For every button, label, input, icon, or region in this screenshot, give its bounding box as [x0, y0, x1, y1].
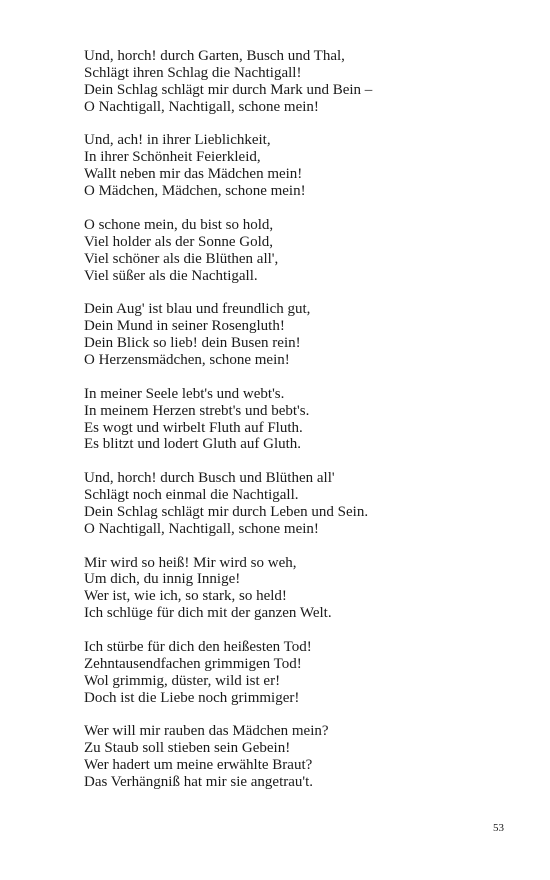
poem-line: Zu Staub soll stieben sein Gebein! — [84, 740, 291, 757]
poem-line: In meinem Herzen strebt's und bebt's. — [84, 402, 310, 419]
poem-line: Viel holder als der Sonne Gold, — [84, 233, 274, 250]
poem-line: Und, horch! durch Garten, Busch und Thal, — [84, 48, 345, 64]
poem-line: O Nachtigall, Nachtigall, schone mein! — [84, 520, 319, 537]
poem-line: Ich stürbe für dich den heißesten Tod! — [84, 638, 312, 655]
poem-line: Wer will mir rauben das Mädchen mein? — [84, 723, 329, 740]
stanza — [84, 386, 484, 454]
poem-line: Schlägt noch einmal die Nachtigall. — [84, 487, 299, 504]
poem-line: Wer hadert um meine erwählte Braut? — [84, 757, 313, 774]
poem-line: O Herzensmädchen, schone mein! — [84, 351, 290, 368]
poem-line: Dein Schlag schlägt mir durch Mark und Bein – — [84, 81, 373, 98]
stanza — [84, 48, 484, 116]
poem-line: O schone mein, du bist so hold, — [84, 216, 274, 233]
poem — [84, 48, 484, 808]
poem-line: Dein Schlag schlägt mir durch Leben und Sein. — [84, 503, 369, 520]
poem-line: Viel schöner als die Blüthen all', — [84, 250, 279, 267]
poem-line: Und, horch! durch Busch und Blüthen all' — [84, 470, 335, 487]
poem-line: O Nachtigall, Nachtigall, schone mein! — [84, 98, 319, 115]
poem-line: Mir wird so heiß! Mir wird so weh, — [84, 554, 297, 571]
poem-line: Es blitzt und lodert Gluth auf Gluth. — [84, 436, 302, 453]
stanza — [84, 723, 484, 791]
poem-line: In ihrer Schönheit Feierkleid, — [84, 149, 261, 166]
stanza — [84, 132, 484, 200]
page-number: 53 — [493, 822, 504, 834]
poem-line: Das Verhängniß hat mir sie angetrau't. — [84, 774, 314, 791]
poem-line: Dein Mund in seiner Rosengluth! — [84, 318, 285, 335]
poem-line: Zehntausendfachen grimmigen Tod! — [84, 655, 302, 672]
poem-line: In meiner Seele lebt's und webt's. — [84, 385, 285, 402]
stanza — [84, 555, 484, 623]
poem-line: Ich schlüge für dich mit der ganzen Welt. — [84, 605, 332, 622]
poem-line: Schlägt ihren Schlag die Nachtigall! — [84, 64, 302, 81]
poem-line: Wallt neben mir das Mädchen mein! — [84, 166, 303, 183]
poem-line: Wol grimmig, düster, wild ist er! — [84, 672, 281, 689]
poem-line: O Mädchen, Mädchen, schone mein! — [84, 183, 306, 200]
poem-line: Wer ist, wie ich, so stark, so held! — [84, 588, 287, 605]
poem-line: Es wogt und wirbelt Fluth auf Fluth. — [84, 419, 303, 436]
poem-line: Dein Blick so lieb! dein Busen rein! — [84, 335, 301, 352]
poem-line: Doch ist die Liebe noch grimmiger! — [84, 689, 300, 706]
poem-line: Um dich, du innig Innige! — [84, 571, 241, 588]
poem-line: Dein Aug' ist blau und freundlich gut, — [84, 301, 311, 318]
stanza — [84, 470, 484, 538]
stanza — [84, 217, 484, 285]
poem-line: Viel süßer als die Nachtigall. — [84, 267, 258, 284]
stanza — [84, 301, 484, 369]
poem-line: Und, ach! in ihrer Lieblichkeit, — [84, 132, 271, 149]
stanza — [84, 639, 484, 707]
